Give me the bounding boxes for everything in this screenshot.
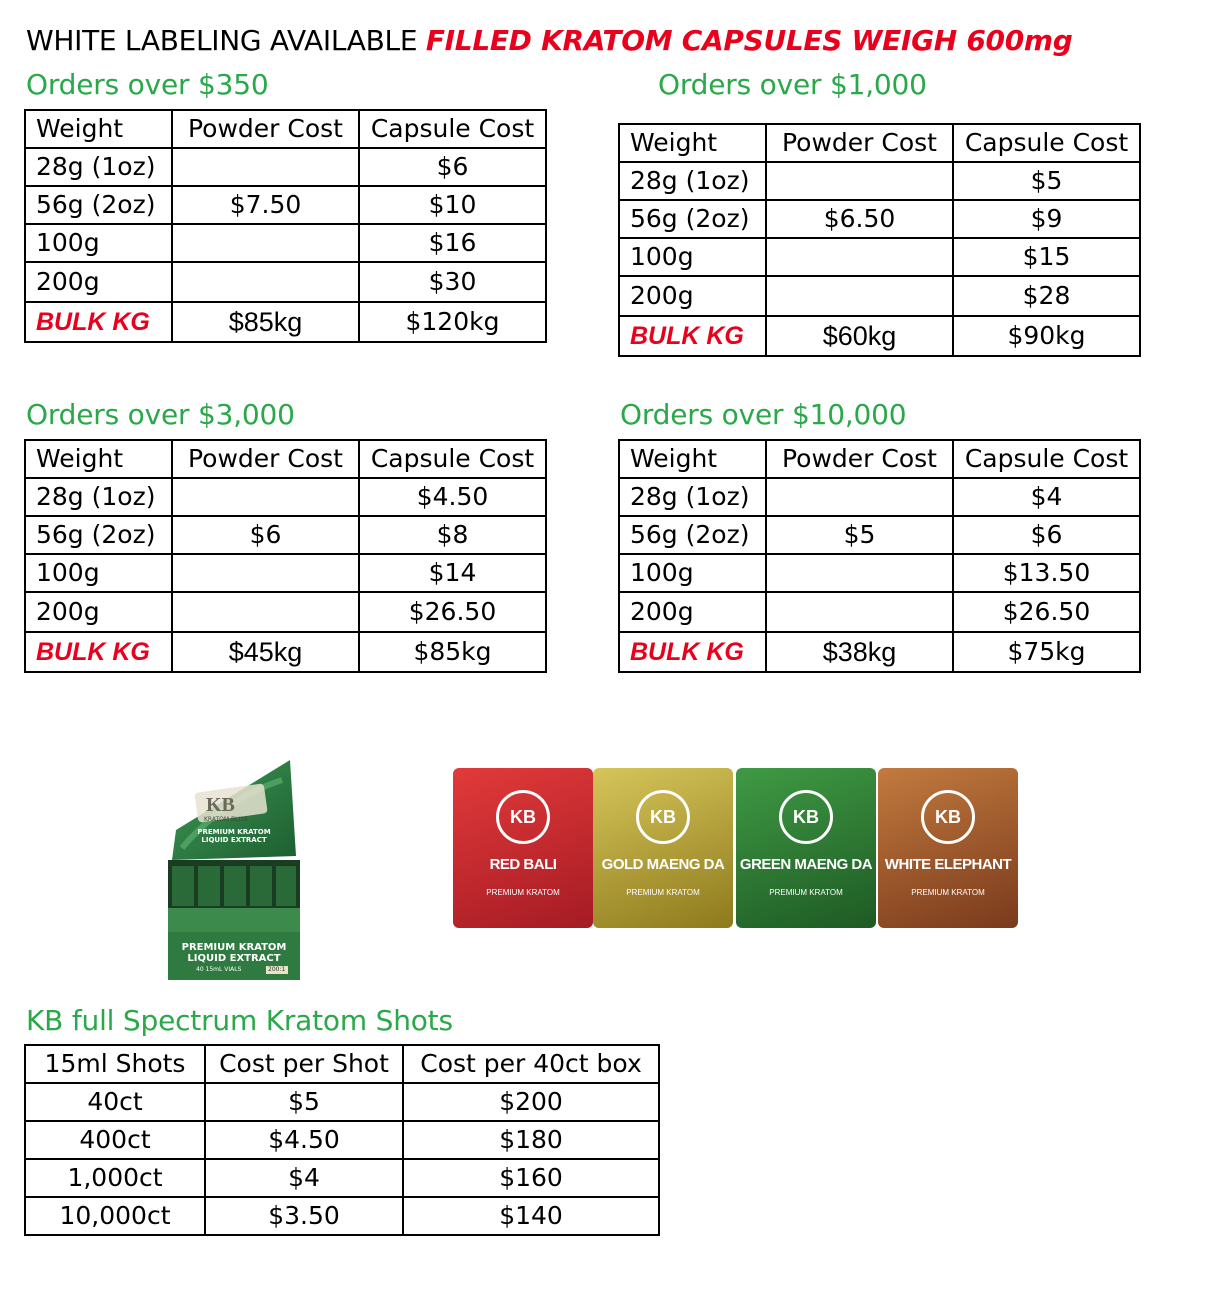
column-header: Capsule Cost: [359, 440, 546, 478]
capsule-cost-cell: $85kg: [359, 632, 546, 672]
box-badge: 200:1: [268, 966, 286, 973]
powder-cost-cell: [766, 162, 953, 200]
capsule-cost-cell: $5: [953, 162, 1140, 200]
powder-cost-cell: $45kg: [172, 632, 359, 672]
column-header: Capsule Cost: [953, 440, 1140, 478]
shots-table: [24, 1044, 660, 1236]
powder-cost-cell: [766, 238, 953, 276]
table-row: [25, 516, 546, 554]
powder-cost-cell: $60kg: [766, 316, 953, 356]
pouch-name: GOLD MAENG DA: [601, 856, 725, 873]
box-bottom-label: PREMIUM KRATOM LIQUID EXTRACT: [181, 942, 287, 964]
powder-cost-cell: [766, 478, 953, 516]
capsule-cost-cell: $30: [359, 262, 546, 302]
weight-cell: 56g (2oz): [25, 516, 172, 554]
column-header: Capsule Cost: [953, 124, 1140, 162]
column-header: Powder Cost: [766, 124, 953, 162]
header-plain-text: WHITE LABELING AVAILABLE: [26, 24, 426, 57]
column-header: Weight: [25, 440, 172, 478]
pouch-red-bali-image: [453, 768, 593, 928]
weight-cell: 28g (1oz): [619, 478, 766, 516]
bulk-label: BULK KG: [25, 302, 172, 342]
table-header-row: [619, 440, 1140, 478]
capsule-cost-cell: $8: [359, 516, 546, 554]
powder-cost-cell: $6: [172, 516, 359, 554]
cost-per-shot-cell: $5: [205, 1083, 403, 1121]
pouch-name: GREEN MAENG DA: [739, 856, 873, 873]
powder-cost-cell: [766, 592, 953, 632]
price-table-10000: [618, 439, 1141, 673]
powder-cost-cell: [172, 148, 359, 186]
table-row: [619, 238, 1140, 276]
cost-per-box-cell: $180: [403, 1121, 659, 1159]
table-title-350: Orders over $350: [26, 68, 269, 101]
table-row: [25, 1083, 659, 1121]
table-title-1000: Orders over $1,000: [658, 68, 927, 101]
table-title-10000: Orders over $10,000: [620, 398, 907, 431]
table-row: [25, 262, 546, 302]
capsule-cost-cell: $14: [359, 554, 546, 592]
column-header: Weight: [25, 110, 172, 148]
capsule-cost-cell: $28: [953, 276, 1140, 316]
capsule-cost-cell: $16: [359, 224, 546, 262]
weight-cell: 56g (2oz): [619, 516, 766, 554]
shots-count-cell: 40ct: [25, 1083, 205, 1121]
powder-cost-cell: $38kg: [766, 632, 953, 672]
column-header: Weight: [619, 440, 766, 478]
box-count-label: 40 15mL VIALS: [196, 966, 242, 973]
cost-per-box-cell: $140: [403, 1197, 659, 1235]
weight-cell: 200g: [619, 592, 766, 632]
cost-per-shot-cell: $4: [205, 1159, 403, 1197]
table-row: [25, 1197, 659, 1235]
table-row: [25, 1159, 659, 1197]
cost-per-box-cell: $200: [403, 1083, 659, 1121]
weight-cell: 200g: [619, 276, 766, 316]
table-row: [619, 478, 1140, 516]
capsule-cost-cell: $4.50: [359, 478, 546, 516]
cost-per-shot-cell: $3.50: [205, 1197, 403, 1235]
weight-cell: 100g: [25, 554, 172, 592]
table-row: [619, 276, 1140, 316]
column-header: Cost per 40ct box: [403, 1045, 659, 1083]
pouch-name: WHITE ELEPHANT: [884, 856, 1012, 873]
capsule-cost-cell: $26.50: [359, 592, 546, 632]
shots-count-cell: 10,000ct: [25, 1197, 205, 1235]
powder-cost-cell: [172, 478, 359, 516]
weight-cell: 28g (1oz): [25, 478, 172, 516]
pouch-green-maeng-da-image: [736, 768, 876, 928]
box-top-label: PREMIUM KRATOM LIQUID EXTRACT: [197, 828, 271, 844]
capsule-cost-cell: $6: [359, 148, 546, 186]
weight-cell: 56g (2oz): [25, 186, 172, 224]
column-header: Capsule Cost: [359, 110, 546, 148]
capsule-cost-cell: $10: [359, 186, 546, 224]
shots-title: KB full Spectrum Kratom Shots: [26, 1004, 453, 1037]
powder-cost-cell: [766, 276, 953, 316]
bulk-label: BULK KG: [619, 632, 766, 672]
capsule-cost-cell: $75kg: [953, 632, 1140, 672]
bulk-row: [619, 632, 1140, 672]
powder-cost-cell: $6.50: [766, 200, 953, 238]
weight-cell: 28g (1oz): [25, 148, 172, 186]
kb-logo-icon: KB: [496, 790, 550, 844]
table-row: [619, 162, 1140, 200]
page-header: [26, 24, 1073, 57]
column-header: 15ml Shots: [25, 1045, 205, 1083]
capsule-cost-cell: $90kg: [953, 316, 1140, 356]
column-header: Powder Cost: [766, 440, 953, 478]
shots-count-cell: 1,000ct: [25, 1159, 205, 1197]
column-header: Weight: [619, 124, 766, 162]
table-title-3000: Orders over $3,000: [26, 398, 295, 431]
powder-cost-cell: [172, 224, 359, 262]
weight-cell: 200g: [25, 262, 172, 302]
table-row: [25, 554, 546, 592]
pouch-sub-label: PREMIUM KRATOM: [486, 888, 560, 897]
weight-cell: 100g: [619, 554, 766, 592]
weight-cell: 28g (1oz): [619, 162, 766, 200]
weight-cell: 100g: [619, 238, 766, 276]
powder-cost-cell: $5: [766, 516, 953, 554]
header-highlight-text: FILLED KRATOM CAPSULES WEIGH 600mg: [425, 24, 1073, 57]
bulk-label: BULK KG: [25, 632, 172, 672]
pouch-gold-maeng-da-image: [593, 768, 733, 928]
column-header: Powder Cost: [172, 110, 359, 148]
powder-cost-cell: [172, 262, 359, 302]
shots-count-cell: 400ct: [25, 1121, 205, 1159]
pouch-sub-label: PREMIUM KRATOM: [769, 888, 843, 897]
table-header-row: [25, 110, 546, 148]
price-table-1000: [618, 123, 1141, 357]
powder-cost-cell: $85kg: [172, 302, 359, 342]
capsule-cost-cell: $15: [953, 238, 1140, 276]
table-header-row: [25, 1045, 659, 1083]
table-row: [619, 554, 1140, 592]
pouch-sub-label: PREMIUM KRATOM: [911, 888, 985, 897]
box-brand-sub-text: KRATOM BLISS: [204, 816, 248, 823]
table-row: [619, 200, 1140, 238]
table-row: [25, 592, 546, 632]
price-table-3000: [24, 439, 547, 673]
bulk-row: [25, 302, 546, 342]
pouch-white-elephant-image: [878, 768, 1018, 928]
powder-cost-cell: [172, 592, 359, 632]
powder-cost-cell: $7.50: [172, 186, 359, 224]
table-row: [25, 478, 546, 516]
liquid-extract-box-image: [162, 760, 306, 982]
kb-logo-icon: KB: [636, 790, 690, 844]
bulk-row: [619, 316, 1140, 356]
cost-per-box-cell: $160: [403, 1159, 659, 1197]
pouch-name: RED BALI: [489, 856, 557, 873]
table-header-row: [25, 440, 546, 478]
table-row: [25, 148, 546, 186]
pouch-sub-label: PREMIUM KRATOM: [626, 888, 700, 897]
table-row: [619, 516, 1140, 554]
weight-cell: 200g: [25, 592, 172, 632]
capsule-cost-cell: $13.50: [953, 554, 1140, 592]
capsule-cost-cell: $6: [953, 516, 1140, 554]
weight-cell: 56g (2oz): [619, 200, 766, 238]
kb-logo-icon: KB: [921, 790, 975, 844]
table-row: [25, 224, 546, 262]
price-table-350: [24, 109, 547, 343]
kb-logo-icon: KB: [779, 790, 833, 844]
column-header: Powder Cost: [172, 440, 359, 478]
cost-per-shot-cell: $4.50: [205, 1121, 403, 1159]
powder-cost-cell: [766, 554, 953, 592]
table-header-row: [619, 124, 1140, 162]
capsule-cost-cell: $4: [953, 478, 1140, 516]
table-row: [25, 1121, 659, 1159]
column-header: Cost per Shot: [205, 1045, 403, 1083]
table-row: [25, 186, 546, 224]
bulk-label: BULK KG: [619, 316, 766, 356]
weight-cell: 100g: [25, 224, 172, 262]
capsule-cost-cell: $9: [953, 200, 1140, 238]
capsule-cost-cell: $120kg: [359, 302, 546, 342]
table-row: [619, 592, 1140, 632]
capsule-cost-cell: $26.50: [953, 592, 1140, 632]
box-brand-text: KB: [206, 794, 235, 816]
powder-cost-cell: [172, 554, 359, 592]
bulk-row: [25, 632, 546, 672]
